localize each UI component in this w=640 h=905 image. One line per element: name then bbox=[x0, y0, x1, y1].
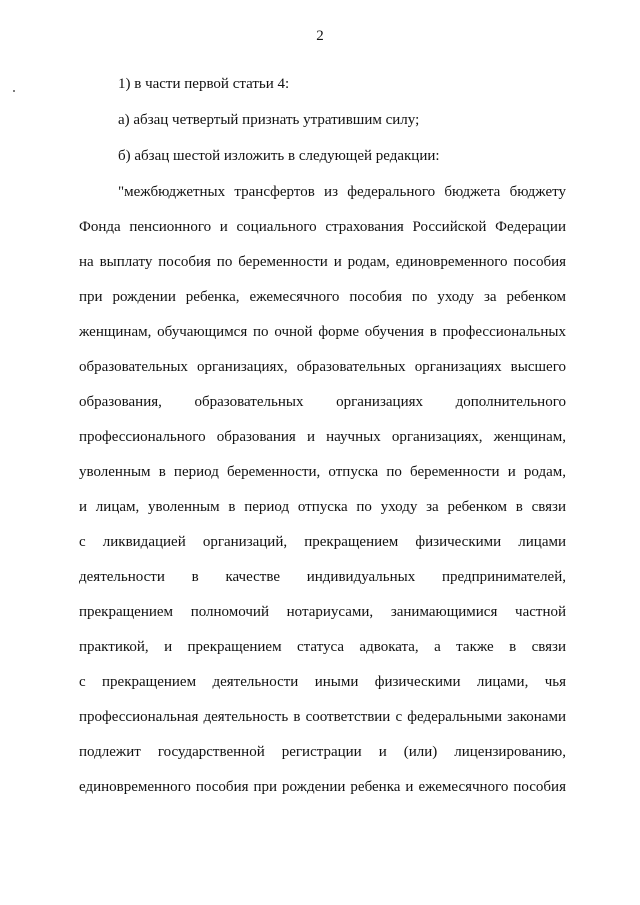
quote-line: единовременного пособия при рождении ребенка и ежемесячного пособия bbox=[79, 779, 566, 795]
quote-line: образования, образовательных организациях дополнительного bbox=[79, 394, 566, 410]
quote-line: уволенным в период беременности, отпуска по беременности и родам, bbox=[79, 464, 566, 480]
quote-line: Фонда пенсионного и социального страхования Российской Федерации bbox=[79, 219, 566, 235]
quote-line: на выплату пособия по беременности и родам, единовременного пособия bbox=[79, 254, 566, 270]
quote-line: "межбюджетных трансфертов из федерального бюджета бюджету bbox=[118, 184, 566, 200]
quote-line: женщинам, обучающимся по очной форме обучения в профессиональных bbox=[79, 324, 566, 340]
margin-mark bbox=[13, 90, 15, 92]
quote-line: прекращением полномочий нотариусами, занимающимися частной bbox=[79, 604, 566, 620]
quote-line: профессиональная деятельность в соответствии с федеральными законами bbox=[79, 709, 566, 725]
quote-line: при рождении ребенка, ежемесячного пособия по уходу за ребенком bbox=[79, 289, 566, 305]
list-item: б) абзац шестой изложить в следующей редакции: bbox=[118, 148, 440, 164]
list-item: а) абзац четвертый признать утратившим силу; bbox=[118, 112, 420, 128]
page-number: 2 bbox=[316, 28, 324, 44]
quote-line: и лицам, уволенным в период отпуска по уходу за ребенком в связи bbox=[79, 499, 566, 515]
quote-line: с ликвидацией организаций, прекращением физическими лицами bbox=[79, 534, 566, 550]
quote-line: практикой, и прекращением статуса адвоката, а также в связи bbox=[79, 639, 566, 655]
quote-line: деятельности в качестве индивидуальных предпринимателей, bbox=[79, 569, 566, 585]
list-item: 1) в части первой статьи 4: bbox=[118, 76, 290, 92]
quote-line: профессионального образования и научных организациях, женщинам, bbox=[79, 429, 566, 445]
quote-line: образовательных организациях, образовательных организациях высшего bbox=[79, 359, 566, 375]
quote-line: с прекращением деятельности иными физическими лицами, чья bbox=[79, 674, 566, 690]
quote-line: подлежит государственной регистрации и (или) лицензированию, bbox=[79, 744, 566, 760]
